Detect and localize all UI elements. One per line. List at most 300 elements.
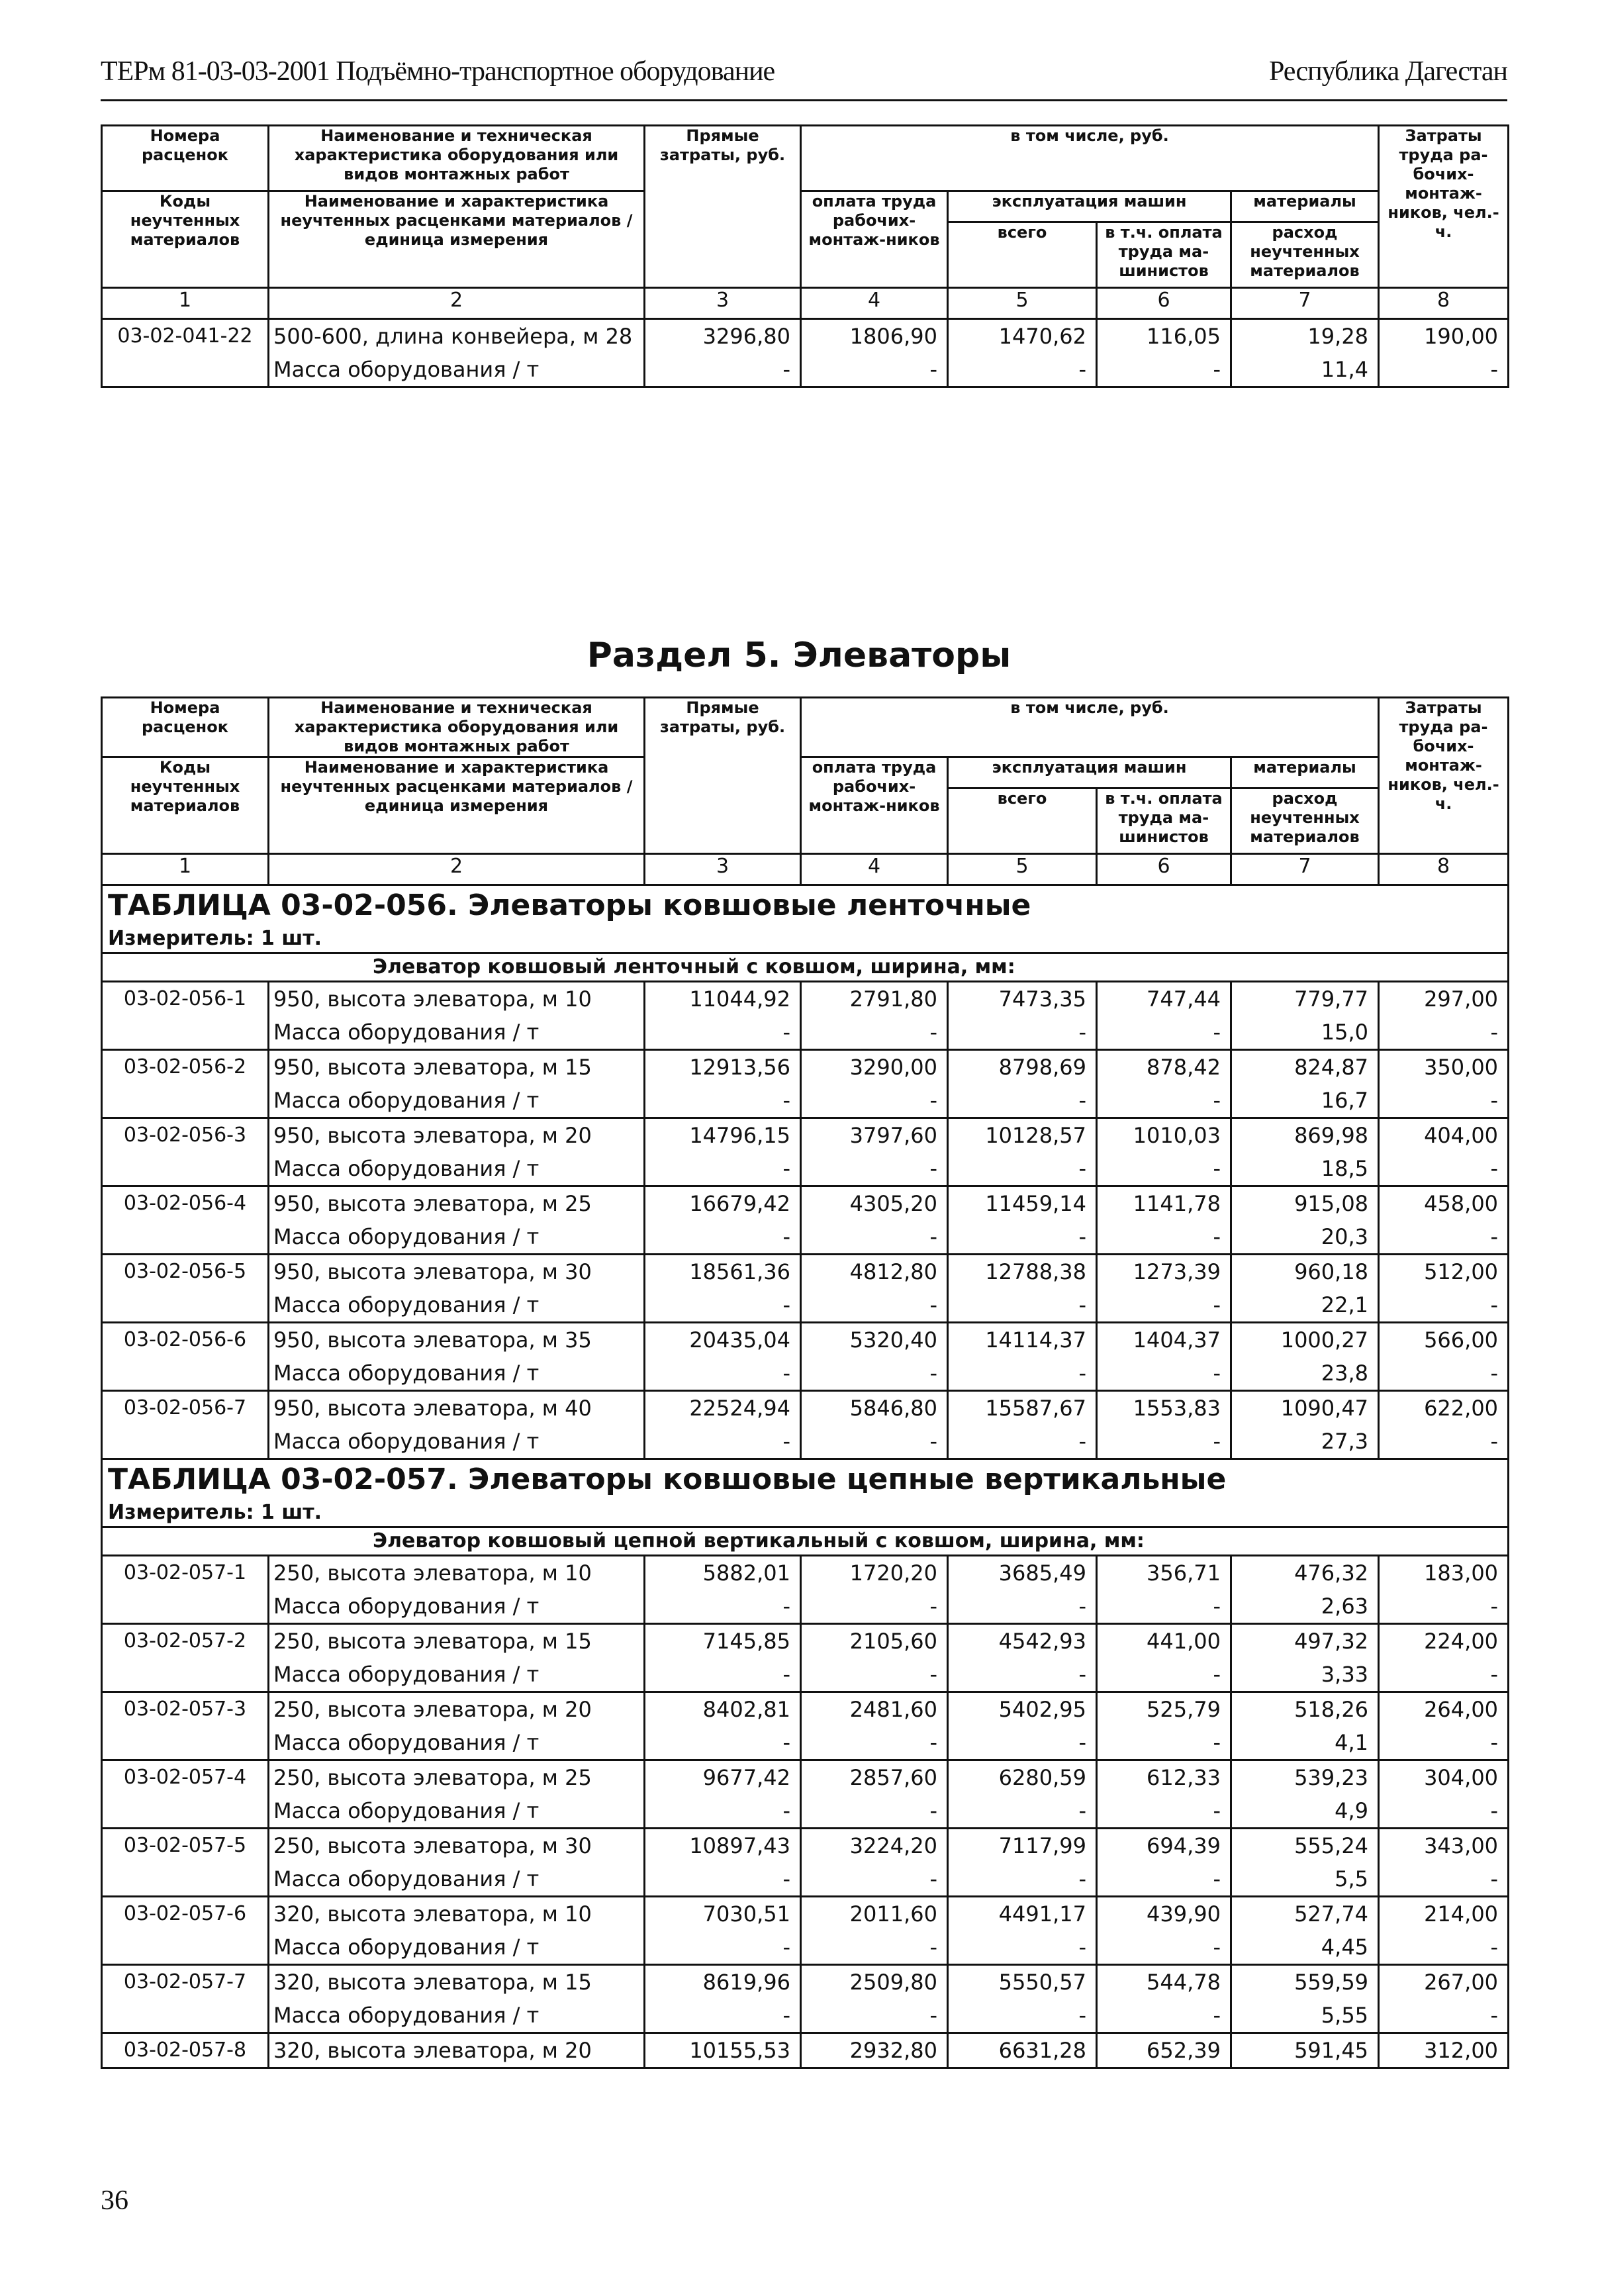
rate-row	[102, 1897, 1509, 1965]
rate-name: 250, высота элеватора, м 10	[273, 1560, 592, 1586]
labor-hours: 622,00	[1424, 1396, 1499, 1421]
column-number: 2	[269, 288, 645, 319]
labor-hours-cell	[1379, 1624, 1509, 1692]
labor-hours-cell	[1379, 1556, 1509, 1624]
rate-name: 950, высота элеватора, м 20	[273, 1123, 592, 1148]
column-number: 4	[801, 854, 948, 885]
rate-row	[102, 1760, 1509, 1829]
labor-hours-cell	[1379, 1692, 1509, 1760]
rate-name: 950, высота элеватора, м 30	[273, 1259, 592, 1284]
rate-code: 03-02-057-1	[102, 1556, 269, 1624]
equipment-mass-value: -	[782, 1224, 790, 1249]
machinists-pay-cell	[1097, 1050, 1231, 1118]
materials-cost: 915,08	[1294, 1191, 1369, 1216]
col-head-direct: Прямые затраты, руб.	[645, 698, 801, 854]
rate-code: 03-02-056-4	[102, 1186, 269, 1255]
labor-hours-cell	[1379, 2033, 1509, 2068]
equipment-mass-label: Масса оборудования / т	[273, 1292, 540, 1317]
table-title-row	[102, 885, 1509, 926]
equipment-mass-value: -	[929, 1730, 937, 1755]
col-head-materials: материалы	[1231, 191, 1379, 222]
machinists-pay: 1404,37	[1133, 1327, 1221, 1353]
rate-row	[102, 982, 1509, 1050]
column-number: 1	[102, 854, 269, 885]
equipment-mass-value: -	[1213, 1866, 1221, 1891]
direct-cost: 11044,92	[689, 986, 790, 1012]
machines-cost: 6631,28	[998, 2038, 1086, 2063]
equipment-mass-label: Масса оборудования / т	[273, 1429, 540, 1454]
machines-cost-cell	[948, 1323, 1097, 1391]
group-heading-row	[102, 953, 1509, 982]
equipment-mass-value: -	[782, 1866, 790, 1891]
direct-cost: 12913,56	[689, 1055, 790, 1080]
equipment-mass-value: -	[1078, 2003, 1086, 2028]
rate-name-cell	[269, 1391, 645, 1459]
rate-code: 03-02-056-6	[102, 1323, 269, 1391]
labor-hours: 214,00	[1424, 1901, 1499, 1927]
rate-row	[102, 1118, 1509, 1186]
equipment-mass-label: Масса оборудования / т	[273, 1662, 540, 1687]
labor-cost-cell	[801, 1692, 948, 1760]
labor-cost-cell	[801, 1965, 948, 2033]
col-head-materials-sub: расход неучтенных материалов	[1231, 789, 1379, 854]
equipment-mass-value: 2,63	[1321, 1594, 1369, 1619]
equipment-mass-value: -	[1078, 1020, 1086, 1045]
rate-name: 950, высота элеватора, м 35	[273, 1327, 592, 1353]
labor-cost: 2011,60	[849, 1901, 937, 1927]
col-head-codes: Коды неучтенных материалов	[102, 191, 269, 288]
equipment-mass-value: -	[929, 1088, 937, 1113]
equipment-mass-value: -	[1490, 1594, 1499, 1619]
equipment-mass-value: -	[1078, 1292, 1086, 1317]
machinists-pay-cell	[1097, 319, 1231, 387]
machines-cost: 14114,37	[985, 1327, 1086, 1353]
equipment-mass-value: 18,5	[1321, 1156, 1369, 1181]
machinists-pay-cell	[1097, 982, 1231, 1050]
equipment-mass-value: 4,1	[1335, 1730, 1369, 1755]
region-name: Республика Дагестан	[1268, 56, 1507, 87]
machines-cost-cell	[948, 1692, 1097, 1760]
equipment-mass-value: -	[929, 1292, 937, 1317]
equipment-mass-value: -	[1078, 1429, 1086, 1454]
equipment-mass-value: -	[782, 1292, 790, 1317]
labor-cost: 5320,40	[849, 1327, 937, 1353]
machinists-pay: 439,90	[1147, 1901, 1221, 1927]
materials-cost: 518,26	[1294, 1697, 1369, 1722]
materials-cost-cell	[1231, 1897, 1379, 1965]
equipment-mass-value: -	[929, 1224, 937, 1249]
direct-cost: 8402,81	[702, 1697, 790, 1722]
rate-row	[102, 1624, 1509, 1692]
machines-cost: 8798,69	[998, 1055, 1086, 1080]
machinists-pay: 116,05	[1147, 324, 1221, 349]
equipment-mass-label: Масса оборудования / т	[273, 1156, 540, 1181]
rate-code: 03-02-041-22	[102, 319, 269, 387]
col-head-machines-all: всего	[948, 789, 1097, 854]
labor-cost-cell	[801, 1760, 948, 1829]
labor-hours: 512,00	[1424, 1259, 1499, 1284]
machinists-pay-cell	[1097, 1760, 1231, 1829]
col-head-direct: Прямые затраты, руб.	[645, 126, 801, 288]
col-head-materials: материалы	[1231, 757, 1379, 789]
machinists-pay: 612,33	[1147, 1765, 1221, 1790]
equipment-mass-label: Масса оборудования / т	[273, 1798, 540, 1823]
materials-cost-cell	[1231, 1186, 1379, 1255]
rate-name-cell	[269, 1118, 645, 1186]
rate-name: 500-600, длина конвейера, м 28	[273, 324, 633, 349]
equipment-mass-value: -	[1213, 1662, 1221, 1687]
table-measure-row	[102, 926, 1509, 953]
column-number: 8	[1379, 854, 1509, 885]
col-head-machines-all: всего	[948, 222, 1097, 288]
equipment-mass-value: -	[929, 1361, 937, 1386]
machinists-pay: 441,00	[1147, 1629, 1221, 1654]
machinists-pay: 1010,03	[1133, 1123, 1221, 1148]
machines-cost: 12788,38	[985, 1259, 1086, 1284]
equipment-mass-value: -	[1078, 1361, 1086, 1386]
equipment-mass-value: 4,45	[1321, 1935, 1369, 1960]
equipment-mass-value: -	[929, 2003, 937, 2028]
machines-cost-cell	[948, 1829, 1097, 1897]
rate-name-cell	[269, 1255, 645, 1323]
equipment-mass-value: -	[1078, 1088, 1086, 1113]
equipment-mass-value: -	[782, 1361, 790, 1386]
labor-cost: 5846,80	[849, 1396, 937, 1421]
col-head-machines-incl: в т.ч. оплата труда ма-шинистов	[1097, 222, 1231, 288]
equipment-mass-value: 5,5	[1335, 1866, 1369, 1891]
header-row	[102, 698, 1509, 757]
equipment-mass-value: -	[929, 1866, 937, 1891]
equipment-mass-value: -	[1213, 1935, 1221, 1960]
rate-row	[102, 1323, 1509, 1391]
page-number: 36	[101, 2185, 128, 2216]
labor-cost-cell	[801, 2033, 948, 2068]
rate-code: 03-02-056-7	[102, 1391, 269, 1459]
equipment-mass-value: -	[1490, 2003, 1499, 2028]
col-head-incl: в том числе, руб.	[801, 126, 1379, 191]
machines-cost: 5550,57	[998, 1970, 1086, 1995]
equipment-mass-label: Масса оборудования / т	[273, 357, 540, 382]
equipment-mass-value: -	[782, 2003, 790, 2028]
materials-cost: 591,45	[1294, 2038, 1369, 2063]
equipment-mass-value: -	[1213, 1798, 1221, 1823]
equipment-mass-value: -	[782, 1935, 790, 1960]
direct-cost: 22524,94	[689, 1396, 790, 1421]
column-number: 6	[1097, 288, 1231, 319]
equipment-mass-value: -	[1490, 1088, 1499, 1113]
rate-code: 03-02-057-4	[102, 1760, 269, 1829]
labor-cost-cell	[801, 1391, 948, 1459]
equipment-mass-value: 15,0	[1321, 1020, 1369, 1045]
rate-code: 03-02-057-7	[102, 1965, 269, 2033]
equipment-mass-label: Масса оборудования / т	[273, 1730, 540, 1755]
machines-cost: 10128,57	[985, 1123, 1086, 1148]
rate-name-cell	[269, 1186, 645, 1255]
equipment-mass-value: -	[782, 1798, 790, 1823]
column-number: 3	[645, 854, 801, 885]
col-head-machines-incl: в т.ч. оплата труда ма-шинистов	[1097, 789, 1231, 854]
col-head-labor-cost: Затраты труда ра-бочих-монтаж-ников, чел.-ч.	[1379, 698, 1509, 854]
machines-cost-cell	[948, 1118, 1097, 1186]
machinists-pay-cell	[1097, 1692, 1231, 1760]
machinists-pay-cell	[1097, 1965, 1231, 2033]
labor-cost: 3290,00	[849, 1055, 937, 1080]
rate-name: 320, высота элеватора, м 15	[273, 1970, 592, 1995]
equipment-mass-value: -	[1213, 1292, 1221, 1317]
rate-name-cell	[269, 1624, 645, 1692]
equipment-mass-value: -	[1213, 1020, 1221, 1045]
direct-cost-cell	[645, 2033, 801, 2068]
labor-cost-cell	[801, 1118, 948, 1186]
machinists-pay-cell	[1097, 1624, 1231, 1692]
equipment-mass-value: 3,33	[1321, 1662, 1369, 1687]
labor-hours-cell	[1379, 1186, 1509, 1255]
table-title: ТАБЛИЦА 03-02-057. Элеваторы ковшовые цепные вертикальные	[102, 1459, 1509, 1500]
table-title-row	[102, 1459, 1509, 1500]
equipment-mass-value: -	[1490, 1798, 1499, 1823]
rate-row	[102, 1965, 1509, 2033]
machinists-pay: 356,71	[1147, 1560, 1221, 1586]
machinists-pay: 747,44	[1147, 986, 1221, 1012]
column-numbers-row	[102, 854, 1509, 885]
machines-cost-cell	[948, 1556, 1097, 1624]
labor-cost-cell	[801, 1624, 948, 1692]
equipment-mass-value: 4,9	[1335, 1798, 1369, 1823]
materials-cost-cell	[1231, 1624, 1379, 1692]
machinists-pay: 694,39	[1147, 1833, 1221, 1858]
machinists-pay-cell	[1097, 1556, 1231, 1624]
direct-cost: 20435,04	[689, 1327, 790, 1353]
equipment-mass-value: -	[1213, 357, 1221, 382]
equipment-mass-value: -	[782, 357, 790, 382]
machines-cost-cell	[948, 982, 1097, 1050]
table-measure-row	[102, 1500, 1509, 1527]
equipment-mass-value: -	[1078, 357, 1086, 382]
machines-cost: 5402,95	[998, 1697, 1086, 1722]
materials-cost-cell	[1231, 1760, 1379, 1829]
equipment-mass-value: -	[1213, 1594, 1221, 1619]
materials-cost-cell	[1231, 1050, 1379, 1118]
machines-cost-cell	[948, 1186, 1097, 1255]
equipment-mass-value: 5,55	[1321, 2003, 1369, 2028]
rate-row	[102, 2033, 1509, 2068]
equipment-mass-value: 23,8	[1321, 1361, 1369, 1386]
header-row	[102, 126, 1509, 191]
rate-name: 320, высота элеватора, м 20	[273, 2038, 592, 2063]
col-head-name-top: Наименование и техническая характеристика оборудования или видов монтажных работ	[269, 126, 645, 191]
labor-hours-cell	[1379, 1760, 1509, 1829]
direct-cost: 18561,36	[689, 1259, 790, 1284]
labor-hours-cell	[1379, 982, 1509, 1050]
labor-hours: 264,00	[1424, 1697, 1499, 1722]
column-number: 1	[102, 288, 269, 319]
materials-cost-cell	[1231, 982, 1379, 1050]
column-number: 7	[1231, 288, 1379, 319]
machines-cost-cell	[948, 1050, 1097, 1118]
rate-row	[102, 319, 1509, 387]
rate-name-cell	[269, 1556, 645, 1624]
machinists-pay-cell	[1097, 1323, 1231, 1391]
column-number: 5	[948, 854, 1097, 885]
direct-cost-cell	[645, 1255, 801, 1323]
labor-hours-cell	[1379, 1323, 1509, 1391]
machines-cost-cell	[948, 1391, 1097, 1459]
materials-cost: 559,59	[1294, 1970, 1369, 1995]
equipment-mass-value: -	[1213, 1224, 1221, 1249]
col-head-labor: оплата труда рабочих-монтаж-ников	[801, 191, 948, 288]
table-measure: Измеритель: 1 шт.	[102, 1500, 1509, 1527]
materials-cost-cell	[1231, 1556, 1379, 1624]
page-header	[101, 49, 1507, 101]
machines-cost: 3685,49	[998, 1560, 1086, 1586]
materials-cost: 527,74	[1294, 1901, 1369, 1927]
rate-code: 03-02-057-5	[102, 1829, 269, 1897]
labor-hours: 267,00	[1424, 1970, 1499, 1995]
equipment-mass-value: -	[929, 357, 937, 382]
labor-cost: 2105,60	[849, 1629, 937, 1654]
machines-cost-cell	[948, 1760, 1097, 1829]
direct-cost: 7030,51	[702, 1901, 790, 1927]
equipment-mass-value: -	[1078, 1866, 1086, 1891]
machines-cost-cell	[948, 2033, 1097, 2068]
column-number: 2	[269, 854, 645, 885]
materials-cost: 539,23	[1294, 1765, 1369, 1790]
equipment-mass-value: -	[929, 1156, 937, 1181]
machines-cost-cell	[948, 1255, 1097, 1323]
materials-cost-cell	[1231, 319, 1379, 387]
labor-cost: 2509,80	[849, 1970, 937, 1995]
rate-code: 03-02-057-2	[102, 1624, 269, 1692]
rate-row	[102, 1829, 1509, 1897]
machinists-pay: 1553,83	[1133, 1396, 1221, 1421]
labor-hours: 350,00	[1424, 1055, 1499, 1080]
col-head-incl: в том числе, руб.	[801, 698, 1379, 757]
equipment-mass-value: -	[1078, 1935, 1086, 1960]
col-head-codes: Коды неучтенных материалов	[102, 757, 269, 854]
labor-cost-cell	[801, 1323, 948, 1391]
direct-cost: 9677,42	[702, 1765, 790, 1790]
column-number: 4	[801, 288, 948, 319]
labor-hours: 458,00	[1424, 1191, 1499, 1216]
materials-cost: 1090,47	[1280, 1396, 1369, 1421]
direct-cost-cell	[645, 1965, 801, 2033]
equipment-mass-label: Масса оборудования / т	[273, 1361, 540, 1386]
col-head-labor-cost: Затраты труда ра-бочих-монтаж-ников, чел.-ч.	[1379, 126, 1509, 288]
machinists-pay-cell	[1097, 1897, 1231, 1965]
rate-row	[102, 1186, 1509, 1255]
equipment-mass-value: -	[782, 1662, 790, 1687]
column-number: 3	[645, 288, 801, 319]
direct-cost-cell	[645, 1624, 801, 1692]
direct-cost: 8619,96	[702, 1970, 790, 1995]
rate-name: 250, высота элеватора, м 15	[273, 1629, 592, 1654]
equipment-mass-value: -	[1213, 1361, 1221, 1386]
group-heading: Элеватор ковшовый ленточный с ковшом, ширина, мм:	[102, 953, 1509, 982]
direct-cost-cell	[645, 319, 801, 387]
equipment-mass-value: -	[1213, 2003, 1221, 2028]
machinists-pay: 525,79	[1147, 1697, 1221, 1722]
rate-code: 03-02-056-5	[102, 1255, 269, 1323]
labor-cost: 1720,20	[849, 1560, 937, 1586]
materials-cost: 779,77	[1294, 986, 1369, 1012]
machinists-pay-cell	[1097, 1255, 1231, 1323]
group-heading-row	[102, 1527, 1509, 1556]
labor-hours-cell	[1379, 319, 1509, 387]
machinists-pay-cell	[1097, 1118, 1231, 1186]
column-number: 8	[1379, 288, 1509, 319]
equipment-mass-label: Масса оборудования / т	[273, 1866, 540, 1891]
equipment-mass-value: -	[1490, 1730, 1499, 1755]
equipment-mass-value: -	[1078, 1730, 1086, 1755]
equipment-mass-value: -	[1490, 1662, 1499, 1687]
machinists-pay: 1273,39	[1133, 1259, 1221, 1284]
labor-cost-cell	[801, 1255, 948, 1323]
materials-cost-cell	[1231, 1829, 1379, 1897]
direct-cost: 16679,42	[689, 1191, 790, 1216]
equipment-mass-value: -	[929, 1798, 937, 1823]
machines-cost-cell	[948, 1624, 1097, 1692]
direct-cost: 10155,53	[689, 2038, 790, 2063]
labor-hours: 312,00	[1424, 2038, 1499, 2063]
rate-code: 03-02-056-1	[102, 982, 269, 1050]
equipment-mass-value: -	[1490, 1866, 1499, 1891]
rate-name-cell	[269, 1692, 645, 1760]
materials-cost-cell	[1231, 1255, 1379, 1323]
rate-code: 03-02-056-2	[102, 1050, 269, 1118]
materials-cost: 476,32	[1294, 1560, 1369, 1586]
equipment-mass-label: Масса оборудования / т	[273, 1594, 540, 1619]
direct-cost-cell	[645, 1897, 801, 1965]
direct-cost-cell	[645, 1692, 801, 1760]
rate-name-cell	[269, 1897, 645, 1965]
machinists-pay-cell	[1097, 1829, 1231, 1897]
rate-name: 250, высота элеватора, м 30	[273, 1833, 592, 1858]
direct-cost-cell	[645, 1760, 801, 1829]
rate-name: 320, высота элеватора, м 10	[273, 1901, 592, 1927]
labor-cost-cell	[801, 982, 948, 1050]
equipment-mass-value: -	[1490, 1224, 1499, 1249]
machines-cost: 11459,14	[985, 1191, 1086, 1216]
col-head-name-top: Наименование и техническая характеристика оборудования или видов монтажных работ	[269, 698, 645, 757]
direct-cost: 3296,80	[702, 324, 790, 349]
equipment-mass-value: -	[1078, 1594, 1086, 1619]
document-title: ТЕРм 81-03-03-2001 Подъёмно-транспортное оборудование	[101, 56, 775, 87]
col-head-machines: эксплуатация машин	[948, 191, 1231, 222]
col-head-machines: эксплуатация машин	[948, 757, 1231, 789]
machines-cost: 4491,17	[998, 1901, 1086, 1927]
equipment-mass-value: 27,3	[1321, 1429, 1369, 1454]
top-rates-table	[101, 124, 1509, 388]
machines-cost: 15587,67	[985, 1396, 1086, 1421]
machines-cost-cell	[948, 1897, 1097, 1965]
materials-cost: 960,18	[1294, 1259, 1369, 1284]
equipment-mass-value: -	[782, 1088, 790, 1113]
equipment-mass-value: -	[1078, 1798, 1086, 1823]
equipment-mass-value: 22,1	[1321, 1292, 1369, 1317]
equipment-mass-label: Масса оборудования / т	[273, 1224, 540, 1249]
equipment-mass-value: -	[1213, 1730, 1221, 1755]
labor-cost-cell	[801, 1897, 948, 1965]
rate-name-cell	[269, 1760, 645, 1829]
equipment-mass-value: -	[1213, 1429, 1221, 1454]
rate-name-cell	[269, 982, 645, 1050]
equipment-mass-value: -	[1078, 1156, 1086, 1181]
labor-cost-cell	[801, 1050, 948, 1118]
rate-name: 950, высота элеватора, м 25	[273, 1191, 592, 1216]
col-head-num-rascenok: Номера расценок	[102, 126, 269, 191]
labor-hours: 224,00	[1424, 1629, 1499, 1654]
equipment-mass-value: -	[1078, 1224, 1086, 1249]
